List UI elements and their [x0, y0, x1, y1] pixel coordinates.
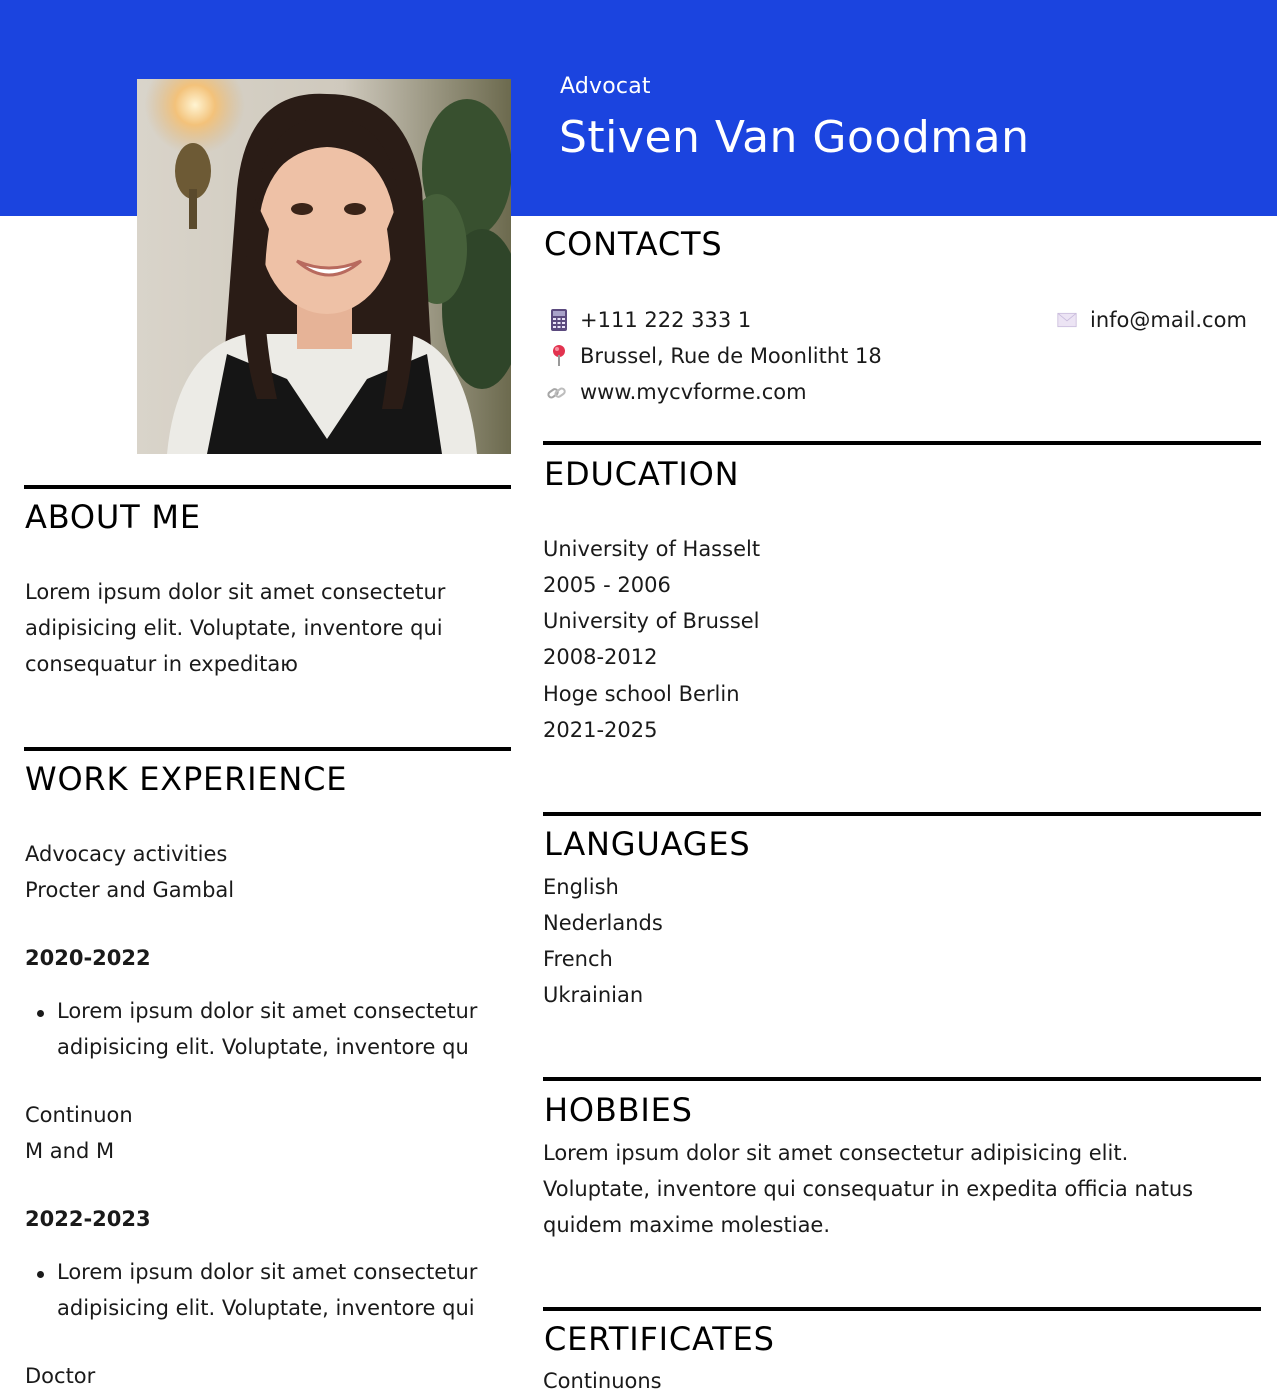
- work-bullet-line: adipisicing elit. Voluptate, inventore qui: [57, 1296, 475, 1320]
- work-bullet-line: Lorem ipsum dolor sit amet consectetur: [57, 999, 478, 1023]
- work-role: Doctor: [25, 1364, 96, 1388]
- hobbies-line: Lorem ipsum dolor sit amet consectetur adipisicing elit.: [543, 1141, 1129, 1165]
- contact-address: Brussel, Rue de Moonlitht 18: [580, 344, 882, 368]
- work-years: 2022-2023: [25, 1207, 151, 1231]
- languages-title: LANGUAGES: [544, 825, 751, 863]
- profile-photo-illustration: [137, 79, 511, 454]
- hobbies-title: HOBBIES: [544, 1091, 693, 1129]
- work-divider: [24, 747, 511, 751]
- certificates-divider: [543, 1307, 1261, 1311]
- profile-photo: [137, 79, 511, 454]
- pin-icon: [549, 345, 569, 367]
- work-company: Procter and Gambal: [25, 878, 235, 902]
- contact-phone[interactable]: +111 222 333 1: [580, 308, 752, 332]
- hobbies-line: Voluptate, inventore qui consequatur in expedita officia natus: [543, 1177, 1194, 1201]
- education-school: Hoge school Berlin: [543, 682, 740, 706]
- language-item: Nederlands: [543, 911, 663, 935]
- link-icon: [547, 382, 567, 404]
- bullet-dot: [37, 1271, 44, 1278]
- bullet-dot: [37, 1010, 44, 1017]
- education-title: EDUCATION: [544, 455, 740, 493]
- contacts-title: CONTACTS: [544, 225, 723, 263]
- education-years: 2008-2012: [543, 645, 658, 669]
- work-bullet-line: Lorem ipsum dolor sit amet consectetur: [57, 1260, 478, 1284]
- about-line: consequatur in expeditaю: [25, 652, 298, 676]
- work-bullet-line: adipisicing elit. Voluptate, inventore qu: [57, 1035, 469, 1059]
- contact-website[interactable]: www.mycvforme.com: [580, 380, 807, 404]
- about-line: Lorem ipsum dolor sit amet consectetur: [25, 580, 446, 604]
- education-school: University of Hasselt: [543, 537, 761, 561]
- language-item: French: [543, 947, 613, 971]
- contact-email[interactable]: info@mail.com: [1090, 308, 1247, 332]
- hobbies-line: quidem maxime molestiae.: [543, 1213, 831, 1237]
- language-item: Ukrainian: [543, 983, 644, 1007]
- work-role: Continuon: [25, 1103, 133, 1127]
- about-title: ABOUT ME: [25, 498, 201, 536]
- phone-icon: [549, 309, 569, 331]
- education-years: 2021-2025: [543, 718, 658, 742]
- person-name: Stiven Van Goodman: [559, 112, 1030, 163]
- hobbies-divider: [543, 1077, 1261, 1081]
- about-line: adipisicing elit. Voluptate, inventore qui: [25, 616, 443, 640]
- languages-divider: [543, 812, 1261, 816]
- certificate-item: Continuons: [543, 1369, 662, 1393]
- education-years: 2005 - 2006: [543, 573, 671, 597]
- language-item: English: [543, 875, 619, 899]
- education-divider: [543, 441, 1261, 445]
- work-company: M and M: [25, 1139, 115, 1163]
- certificates-title: CERTIFICATES: [544, 1320, 775, 1358]
- work-years: 2020-2022: [25, 946, 151, 970]
- job-title: Advocat: [560, 74, 651, 99]
- work-title: WORK EXPERIENCE: [25, 760, 348, 798]
- about-divider: [24, 485, 511, 489]
- work-role: Advocacy activities: [25, 842, 228, 866]
- envelope-icon: [1057, 309, 1077, 331]
- education-school: University of Brussel: [543, 609, 760, 633]
